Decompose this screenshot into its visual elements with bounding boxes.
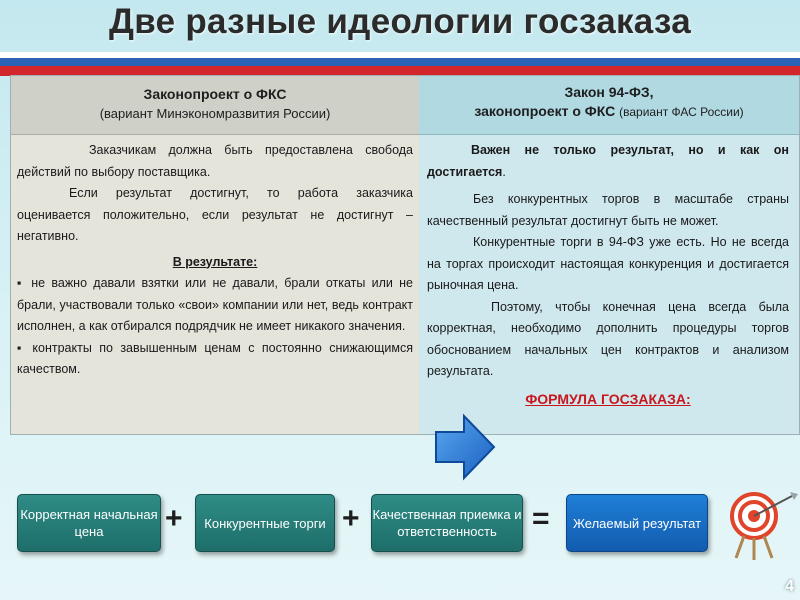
right-paragraph-1-bold: Важен не только результат, но и как он достигается: [427, 143, 789, 179]
left-paragraph-2: Если результат достигнут, то работа заказчика оценивается положительно, если результат не достигнут – негативно.: [17, 186, 413, 243]
right-column-body: [427, 140, 789, 410]
right-column-header: [419, 76, 799, 135]
left-bullet-2-text: контракты по завышенным ценам с постоянно снижающимся качеством.: [17, 340, 413, 376]
left-column-body: [17, 140, 413, 381]
right-paragraph-3: Конкурентные торги в 94-ФЗ уже есть. Но не всегда на торгах происходит настоящая конкуренция и достигается рыночная цена.: [427, 235, 789, 292]
plus-operator-1: +: [165, 502, 183, 535]
result-heading: В результате:: [172, 254, 258, 269]
right-header-title: Закон 94-ФЗ,: [564, 84, 654, 100]
right-paragraph-1: [427, 140, 789, 183]
left-bullet-2: [17, 338, 413, 381]
formula-box-correct-price: Корректная начальная цена: [17, 494, 161, 552]
left-header-subtitle: (вариант Минэкономразвития России): [99, 106, 331, 121]
down-arrow-icon: [430, 412, 500, 482]
left-bullet-1: [17, 273, 413, 338]
flag-stripes: [0, 52, 800, 76]
page-number: 4: [785, 578, 794, 595]
right-header-subtitle-bold: законопроект о ФКС: [474, 103, 616, 119]
bullet-marker: ▪: [17, 276, 22, 290]
right-header-subtitle-small: (вариант ФАС России): [619, 105, 744, 119]
comparison-table: [10, 75, 800, 435]
formula-row: [0, 494, 800, 554]
left-bullet-1-text: не важно давали взятки или не давали, брали откаты или не брали, участвовали только «свои» компании или нет, ведь контракт исполнен, а как отбирался подрядчик не имеет никакого значения.: [17, 276, 413, 333]
left-header-title: Законопроект о ФКС: [143, 86, 287, 102]
equals-operator: =: [532, 502, 550, 535]
left-paragraph-1: Заказчикам должна быть предоставлена свобода действий по выбору поставщика.: [17, 143, 413, 179]
plus-operator-2: +: [342, 502, 360, 535]
right-paragraph-4: Поэтому, чтобы конечная цена всегда была корректная, необходимо дополнить процедуры торгов обоснованием начальных цен контрактов и анализом результата.: [427, 299, 789, 378]
formula-label: ФОРМУЛА ГОСЗАКАЗА:: [525, 390, 691, 407]
slide-title: Две разные идеологии госзаказа: [109, 2, 691, 41]
target-icon: [720, 482, 800, 562]
right-column: [419, 76, 799, 434]
right-paragraph-1-end: .: [502, 164, 506, 179]
right-paragraph-2: Без конкурентных торгов в масштабе страны качественный результат достигнут быть не может.: [427, 192, 789, 228]
formula-box-competitive-tenders: Конкурентные торги: [195, 494, 335, 552]
formula-box-quality-acceptance: Качественная приемка и ответственность: [371, 494, 523, 552]
left-column-header: [11, 76, 419, 135]
right-header-subtitle: [419, 102, 799, 122]
stripe-blue: [0, 58, 800, 66]
left-column: [11, 76, 419, 434]
formula-box-desired-result: Желаемый результат: [566, 494, 708, 552]
bullet-marker: ▪: [17, 340, 22, 355]
